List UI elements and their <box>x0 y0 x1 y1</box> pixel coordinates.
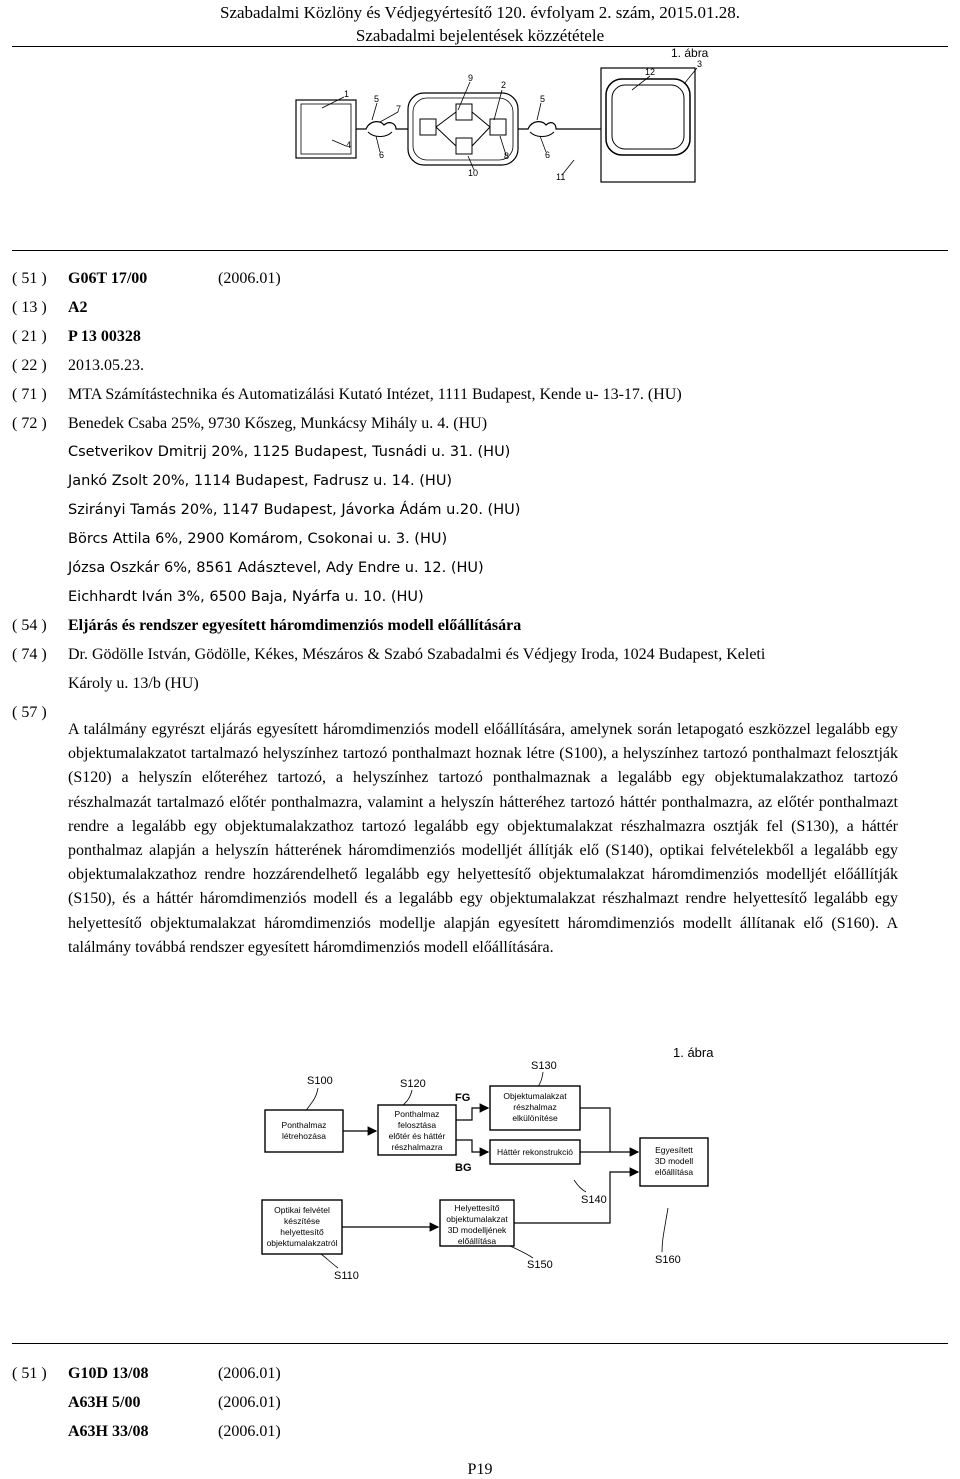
fig1-label-6a: 6 <box>379 150 385 160</box>
inventor-1: Benedek Csaba 25%, 9730 Kőszeg, Munkácsy Mihály u. 4. (HU) <box>68 415 488 432</box>
figure-1-caption: 1. ábra <box>671 46 709 60</box>
fig1-label-9: 9 <box>468 73 474 83</box>
step-id-s100: S100 <box>307 1075 333 1087</box>
record2-field-51-code: ( 51 ) <box>12 1365 47 1382</box>
fig1-label-7: 7 <box>396 104 402 114</box>
record-divider-top <box>12 250 948 251</box>
fg-label: FG <box>455 1092 471 1104</box>
s150-text-1: Helyettesítő <box>454 1203 500 1213</box>
record2-class-1: G10D 13/08 <box>68 1365 149 1382</box>
step-id-s110: S110 <box>334 1270 359 1282</box>
fig1-label-3: 3 <box>697 59 703 69</box>
record2-version-1: (2006.01) <box>218 1365 281 1382</box>
step-id-s160: S160 <box>655 1254 681 1266</box>
figure-2-caption: 1. ábra <box>673 1045 714 1060</box>
fig1-label-8: 8 <box>504 151 510 161</box>
field-72-code: ( 72 ) <box>12 415 47 432</box>
field-21-application-number: P 13 00328 <box>68 328 141 345</box>
s120-text-3: előtér és háttér <box>388 1131 446 1141</box>
record2-version-2: (2006.01) <box>218 1394 281 1411</box>
inventor-6: Józsa Oszkár 6%, 8561 Adásztevel, Ady Endre u. 12. (HU) <box>68 560 484 576</box>
abstract-text: A találmány egyrészt eljárás egyesített háromdimenziós modell előállítására, amelynek során letapogató eszközzel legalább egy objektumalakzatot tartalmazó helyszínhez tartozó ponthalmazt hoznak létre (S100), a helyszínhez tartozó ponthalmazt felosztják (S120) a helyszín előteréhez tartozó, a helyszínhez tartozó ponthalmaznak a legalább egy objektumalakzathoz tartozó részhalmazát tartalmazó előtér ponthalmazra, valamint a helyszín hátteréhez tartozó háttér ponthalmazra, az előtér ponthalmazt rendre a legalább egy objektumalakzathoz tartozó legalább egy objektumalakzat részhalmazra osztják fel (S130), a háttér ponthalmaz alapján a helyszín hátterének háromdimenziós modelljét állítják elő (S140), optikai felvételekből a legalább egy objektumalakzathoz rendre hozzárendelhető legalább egy helyettesítő objektumalakzat háromdimenziós modelljét előállítják (S150), és a háttér háromdimenziós modell és a legalább egy objektumalakzat részhalmazt rendre helyettesítő legalább egy helyettesítő objektumalakzat háromdimenziós modellje alapján egyesített háromdimenziós modellt állítanak elő (S160). A találmány továbbá rendszer egyesített háromdimenziós modell előállítására. <box>68 721 898 956</box>
s120-text-2: felosztása <box>397 1120 437 1130</box>
section-title: Szabadalmi bejelentések közzététele <box>355 26 605 45</box>
fig1-label-5b: 5 <box>540 94 546 104</box>
s160-text-3: előállítása <box>654 1167 694 1177</box>
fig1-label-5a: 5 <box>374 94 380 104</box>
s110-text-1: Optikai felvétel <box>274 1205 330 1215</box>
step-id-s130: S130 <box>531 1060 557 1072</box>
s110-text-4: objektumalakzatról <box>266 1238 338 1248</box>
field-22-filing-date: 2013.05.23. <box>68 357 144 374</box>
field-51-version: (2006.01) <box>218 270 281 287</box>
record-divider-2 <box>12 1343 948 1344</box>
field-74-agent-line1: Dr. Gödölle István, Gödölle, Kékes, Mészáros & Szabó Szabadalmi és Védjegy Iroda, 1024 Budapest, Keleti <box>68 646 766 663</box>
fig1-label-12: 12 <box>645 67 656 77</box>
s130-text-3: elkülönítése <box>512 1113 558 1123</box>
figure-1-flowchart <box>0 1040 960 1290</box>
s150-text-4: előállítása <box>457 1236 497 1246</box>
inventor-4: Szirányi Tamás 20%, 1147 Budapest, Jávorka Ádám u.20. (HU) <box>68 502 521 518</box>
step-id-s120: S120 <box>400 1078 426 1090</box>
s110-text-3: helyettesítő <box>280 1227 324 1237</box>
page-number: P19 <box>467 1461 493 1478</box>
inventor-7: Eichhardt Iván 3%, 6500 Baja, Nyárfa u. 10. (HU) <box>68 589 424 605</box>
field-71-applicant: MTA Számítástechnika és Automatizálási Kutató Intézet, 1111 Budapest, Kende u- 13-17. (HU) <box>68 386 682 403</box>
fig1-label-6b: 6 <box>545 150 551 160</box>
s130-text-2: részhalmaz <box>513 1102 557 1112</box>
s110-text-2: készítése <box>284 1216 320 1226</box>
inventor-2: Csetverikov Dmitrij 20%, 1125 Budapest, Tusnádi u. 31. (HU) <box>68 444 511 460</box>
fig1-label-10: 10 <box>468 168 479 178</box>
s160-text-2: 3D modell <box>654 1156 694 1166</box>
bg-label: BG <box>455 1162 472 1174</box>
fig1-label-4: 4 <box>346 140 352 150</box>
inventor-5: Börcs Attila 6%, 2900 Komárom, Csokonai u. 3. (HU) <box>68 531 448 547</box>
s150-text-3: 3D modelljének <box>447 1225 507 1235</box>
record2-version-3: (2006.01) <box>218 1423 281 1440</box>
journal-title: Szabadalmi Közlöny és Védjegyértesítő 120. évfolyam 2. szám, 2015.01.28. <box>220 3 740 22</box>
figure-1-apparatus <box>0 40 960 200</box>
s120-text-4: részhalmazra <box>391 1142 443 1152</box>
s140-text-1: Háttér rekonstrukció <box>496 1147 574 1157</box>
field-22-code: ( 22 ) <box>12 357 47 374</box>
field-71-code: ( 71 ) <box>12 386 47 403</box>
s130-text-1: Objektumalakzat <box>503 1091 567 1101</box>
s160-text-1: Egyesített <box>655 1145 693 1155</box>
field-51-class: G06T 17/00 <box>68 270 148 287</box>
field-57-code: ( 57 ) <box>12 704 47 721</box>
step-id-s150: S150 <box>527 1259 553 1271</box>
field-13-kind: A2 <box>68 299 88 316</box>
field-54-code: ( 54 ) <box>12 617 47 634</box>
s120-text-1: Ponthalmaz <box>394 1109 440 1119</box>
field-51-code: ( 51 ) <box>12 270 47 287</box>
fig1-label-2: 2 <box>501 80 507 90</box>
record2-class-3: A63H 33/08 <box>68 1423 149 1440</box>
field-54-title: Eljárás és rendszer egyesített háromdimenziós modell előállítására <box>68 617 522 634</box>
s150-text-2: objektumalakzat <box>446 1214 508 1224</box>
inventor-3: Jankó Zsolt 20%, 1114 Budapest, Fadrusz u. 14. (HU) <box>68 473 453 489</box>
fig1-label-1: 1 <box>344 89 350 99</box>
field-74-code: ( 74 ) <box>12 646 47 663</box>
field-74-agent-line2: Károly u. 13/b (HU) <box>68 675 199 692</box>
fig1-label-11: 11 <box>556 172 566 182</box>
step-id-s140: S140 <box>581 1194 607 1206</box>
field-21-code: ( 21 ) <box>12 328 47 345</box>
s100-text-1: Ponthalmaz <box>281 1120 327 1130</box>
record2-class-2: A63H 5/00 <box>68 1394 141 1411</box>
s100-text-2: létrehozása <box>282 1131 326 1141</box>
field-13-code: ( 13 ) <box>12 299 47 316</box>
